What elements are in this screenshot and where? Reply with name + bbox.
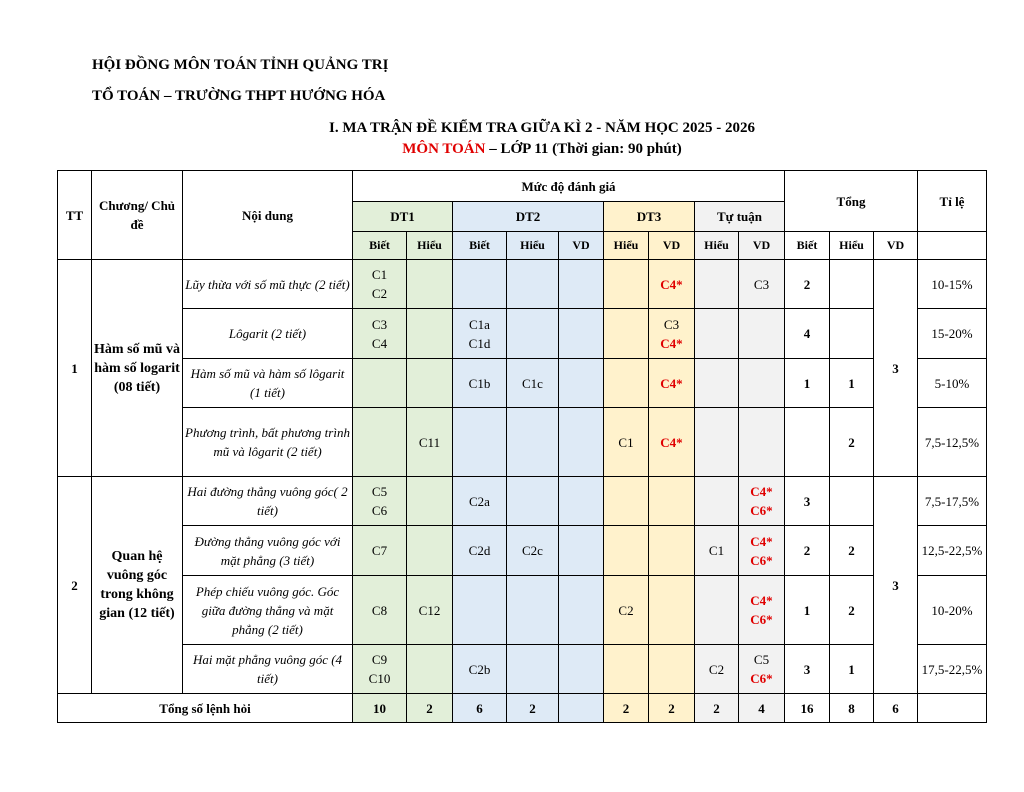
- cell-dt2-vd: [559, 359, 604, 408]
- table-row: [58, 576, 987, 645]
- content-item: Lôgarit (2 tiết): [183, 309, 353, 359]
- question-code: C4*: [660, 335, 683, 351]
- cell-dt2-hieu: [507, 408, 559, 477]
- question-code: C5: [371, 484, 388, 499]
- doc-title: I. MA TRẬN ĐỀ KIỂM TRA GIỮA KÌ 2 - NĂM HỌC 2025 - 2026: [329, 120, 755, 136]
- grade-time: – LỚP 11 (Thời gian: 90 phút): [485, 141, 682, 157]
- total-hieu: 2: [830, 526, 874, 576]
- content-item: Hai mặt phẳng vuông góc (4 tiết): [183, 645, 353, 694]
- table-row: [58, 477, 987, 526]
- assessment-matrix-table: [57, 170, 987, 723]
- cell-dt1-biet: [353, 526, 407, 576]
- question-code: C12: [418, 602, 441, 618]
- subheader-vd-8: VD: [739, 232, 785, 260]
- group-tu-tuan: Tự tuận: [695, 202, 785, 232]
- cell-dt1-biet: [353, 408, 407, 477]
- cell-dt3-hieu: [604, 477, 649, 526]
- cell-tt-hieu: [695, 359, 739, 408]
- cell-dt3-vd: [649, 408, 695, 477]
- cell-dt2-biet: [453, 359, 507, 408]
- cell-dt3-hieu: [604, 309, 649, 359]
- question-code: C2: [708, 661, 725, 677]
- cell-dt2-vd: [559, 260, 604, 309]
- total-vd: 3: [874, 477, 918, 694]
- cell-dt2-biet: [453, 477, 507, 526]
- cell-tt-vd: [739, 645, 785, 694]
- question-code: C10: [368, 671, 391, 686]
- cell-dt2-biet: [453, 526, 507, 576]
- cell-dt2-vd: [559, 309, 604, 359]
- question-code: C8: [371, 602, 388, 618]
- chapter-number: 1: [58, 260, 92, 477]
- question-code: C2a: [469, 493, 490, 509]
- table-row: [58, 645, 987, 694]
- cell-dt1-hieu: [407, 645, 453, 694]
- total-biet: 3: [785, 645, 830, 694]
- cell-dt1-hieu: [407, 576, 453, 645]
- question-code: C1d: [468, 335, 491, 351]
- question-code: C1b: [468, 375, 491, 391]
- cell-dt2-biet: [453, 309, 507, 359]
- content-item: Đường thẳng vuông góc với mặt phẳng (3 tiết): [183, 526, 353, 576]
- cell-tt-vd: [739, 359, 785, 408]
- cell-tt-hieu: [695, 260, 739, 309]
- question-code: C2b: [468, 661, 491, 677]
- cell-dt2-vd: [559, 645, 604, 694]
- ratio: 7,5-17,5%: [918, 477, 987, 526]
- total-value: [559, 694, 604, 723]
- subheader-hiểu-7: Hiểu: [695, 232, 739, 260]
- ratio: 5-10%: [918, 359, 987, 408]
- total-biet: 2: [785, 260, 830, 309]
- question-code: C3: [371, 316, 388, 332]
- cell-dt3-hieu: [604, 526, 649, 576]
- header-content: Nội dung: [183, 171, 353, 260]
- cell-dt2-hieu: [507, 260, 559, 309]
- ratio: 17,5-22,5%: [918, 645, 987, 694]
- cell-tt-vd: [739, 576, 785, 645]
- cell-tt-hieu: [695, 576, 739, 645]
- ratio: 7,5-12,5%: [918, 408, 987, 477]
- total-hieu: 2: [830, 408, 874, 477]
- total-hieu: [830, 309, 874, 359]
- content-item: Phương trình, bất phương trình mũ và lôgarit (2 tiết): [183, 408, 353, 477]
- cell-dt3-hieu: [604, 408, 649, 477]
- cell-dt2-hieu: [507, 526, 559, 576]
- total-biet: 1: [785, 576, 830, 645]
- total-row: [58, 694, 987, 723]
- subject-name: MÔN TOÁN: [402, 141, 486, 157]
- question-code: C1a: [469, 316, 490, 332]
- subheader-vd-6: VD: [649, 232, 695, 260]
- cell-tt-hieu: [695, 477, 739, 526]
- question-code: C1c: [522, 375, 543, 391]
- cell-dt3-vd: [649, 359, 695, 408]
- question-code: C2c: [522, 543, 543, 558]
- cell-dt2-hieu: [507, 645, 559, 694]
- cell-dt3-vd: [649, 309, 695, 359]
- total-value: [918, 694, 987, 723]
- question-code: C3: [663, 316, 680, 332]
- total-hieu: 1: [830, 645, 874, 694]
- cell-dt1-hieu: [407, 477, 453, 526]
- cell-dt3-hieu: [604, 645, 649, 694]
- cell-dt3-hieu: [604, 260, 649, 309]
- question-code: C6*: [750, 503, 773, 518]
- total-hieu: 1: [830, 359, 874, 408]
- table-row: [58, 526, 987, 576]
- total-vd: 3: [874, 260, 918, 477]
- content-item: Lũy thừa với số mũ thực (2 tiết): [183, 260, 353, 309]
- cell-dt1-hieu: [407, 408, 453, 477]
- question-code: C2: [371, 286, 388, 301]
- cell-dt2-biet: [453, 576, 507, 645]
- total-biet: 4: [785, 309, 830, 359]
- cell-dt2-hieu: [507, 309, 559, 359]
- cell-dt1-biet: [353, 309, 407, 359]
- total-value: 16: [785, 694, 830, 723]
- table-row: [58, 309, 987, 359]
- cell-dt1-hieu: [407, 260, 453, 309]
- group-dt1: DT1: [353, 202, 453, 232]
- subheader-biết-9: Biết: [785, 232, 830, 260]
- cell-dt3-vd: [649, 526, 695, 576]
- cell-dt1-hieu: [407, 359, 453, 408]
- question-code: C1: [708, 543, 725, 558]
- ratio: 12,5-22,5%: [918, 526, 987, 576]
- ratio: 15-20%: [918, 309, 987, 359]
- ratio: 10-15%: [918, 260, 987, 309]
- total-biet: 2: [785, 526, 830, 576]
- content-item: Hai đường thẳng vuông góc( 2 tiết): [183, 477, 353, 526]
- total-value: 2: [649, 694, 695, 723]
- question-code: C4*: [660, 276, 683, 292]
- subheader-hiểu-1: Hiểu: [407, 232, 453, 260]
- cell-dt2-vd: [559, 477, 604, 526]
- header-tt: TT: [58, 171, 92, 260]
- ratio: 10-20%: [918, 576, 987, 645]
- total-value: 10: [353, 694, 407, 723]
- subheader-vd-4: VD: [559, 232, 604, 260]
- cell-tt-vd: [739, 309, 785, 359]
- header-line-1: HỘI ĐỒNG MÔN TOÁN TỈNH QUẢNG TRỊ: [92, 57, 389, 73]
- header-ratio: Tỉ lệ: [918, 171, 987, 232]
- cell-dt1-hieu: [407, 309, 453, 359]
- total-value: 8: [830, 694, 874, 723]
- question-code: C4: [371, 335, 388, 351]
- total-value: 2: [407, 694, 453, 723]
- cell-tt-hieu: [695, 645, 739, 694]
- subheader-hiểu-10: Hiểu: [830, 232, 874, 260]
- header-line-2: TỔ TOÁN – TRƯỜNG THPT HƯỚNG HÓA: [92, 88, 386, 104]
- cell-dt1-biet: [353, 645, 407, 694]
- group-dt2: DT2: [453, 202, 604, 232]
- cell-dt2-biet: [453, 260, 507, 309]
- subheader-blank: [918, 232, 987, 260]
- cell-tt-hieu: [695, 309, 739, 359]
- cell-tt-hieu: [695, 408, 739, 477]
- cell-dt3-vd: [649, 477, 695, 526]
- total-hieu: 2: [830, 576, 874, 645]
- cell-dt2-vd: [559, 526, 604, 576]
- subheader-hiểu-3: Hiểu: [507, 232, 559, 260]
- cell-tt-vd: [739, 408, 785, 477]
- group-dt3: DT3: [604, 202, 695, 232]
- question-code: C1: [618, 434, 634, 450]
- chapter-number: 2: [58, 477, 92, 694]
- table-row: [58, 359, 987, 408]
- cell-dt2-hieu: [507, 576, 559, 645]
- header-level: Mức độ đánh giá: [353, 171, 785, 202]
- total-value: 4: [739, 694, 785, 723]
- cell-dt1-biet: [353, 477, 407, 526]
- cell-dt1-biet: [353, 359, 407, 408]
- question-code: C11: [418, 434, 441, 450]
- cell-dt2-biet: [453, 408, 507, 477]
- subheader-hiểu-5: Hiểu: [604, 232, 649, 260]
- question-code: C5: [753, 652, 770, 667]
- question-code: C6*: [750, 612, 773, 627]
- total-value: 6: [453, 694, 507, 723]
- content-item: Hàm số mũ và hàm số lôgarit (1 tiết): [183, 359, 353, 408]
- question-code: C6: [371, 503, 388, 518]
- cell-dt2-hieu: [507, 477, 559, 526]
- table-row: [58, 408, 987, 477]
- cell-dt3-vd: [649, 576, 695, 645]
- total-value: 2: [604, 694, 649, 723]
- subheader-biết-2: Biết: [453, 232, 507, 260]
- total-value: 6: [874, 694, 918, 723]
- question-code: C6*: [750, 671, 773, 686]
- chapter-name: Hàm số mũ và hàm số logarit (08 tiết): [92, 260, 183, 477]
- table-row: [58, 260, 987, 309]
- question-code: C4*: [750, 484, 773, 499]
- doc-subtitle: [0, 141, 1024, 158]
- total-value: 2: [695, 694, 739, 723]
- question-code: C3: [753, 276, 770, 292]
- cell-dt2-vd: [559, 576, 604, 645]
- header-chapter: Chương/ Chủ đề: [92, 171, 183, 260]
- total-hieu: [830, 260, 874, 309]
- question-code: C2d: [468, 543, 491, 558]
- cell-dt1-hieu: [407, 526, 453, 576]
- question-code: C4*: [660, 375, 683, 391]
- cell-dt2-biet: [453, 645, 507, 694]
- chapter-name: Quan hệ vuông góc trong không gian (12 tiết): [92, 477, 183, 694]
- cell-dt3-vd: [649, 645, 695, 694]
- header-total: Tổng: [785, 171, 918, 232]
- cell-tt-vd: [739, 477, 785, 526]
- question-code: C2: [618, 602, 634, 618]
- total-biet: [785, 408, 830, 477]
- total-biet: 3: [785, 477, 830, 526]
- cell-tt-hieu: [695, 526, 739, 576]
- cell-dt3-hieu: [604, 576, 649, 645]
- question-code: C4*: [750, 533, 773, 549]
- total-biet: 1: [785, 359, 830, 408]
- cell-dt3-vd: [649, 260, 695, 309]
- cell-tt-vd: [739, 526, 785, 576]
- total-value: 2: [507, 694, 559, 723]
- cell-dt1-biet: [353, 576, 407, 645]
- question-code: C1: [371, 267, 388, 282]
- subheader-biết-0: Biết: [353, 232, 407, 260]
- question-code: C9: [371, 652, 388, 667]
- content-item: Phép chiếu vuông góc. Góc giữa đường thẳng và mặt phẳng (2 tiết): [183, 576, 353, 645]
- cell-dt2-vd: [559, 408, 604, 477]
- cell-tt-vd: [739, 260, 785, 309]
- cell-dt3-hieu: [604, 359, 649, 408]
- cell-dt1-biet: [353, 260, 407, 309]
- question-code: C4*: [750, 593, 773, 608]
- question-code: C4*: [660, 434, 683, 450]
- total-label: Tổng số lệnh hỏi: [58, 694, 353, 723]
- question-code: C7: [371, 543, 388, 558]
- total-hieu: [830, 477, 874, 526]
- subheader-vd-11: VD: [874, 232, 918, 260]
- question-code: C6*: [750, 552, 773, 568]
- cell-dt2-hieu: [507, 359, 559, 408]
